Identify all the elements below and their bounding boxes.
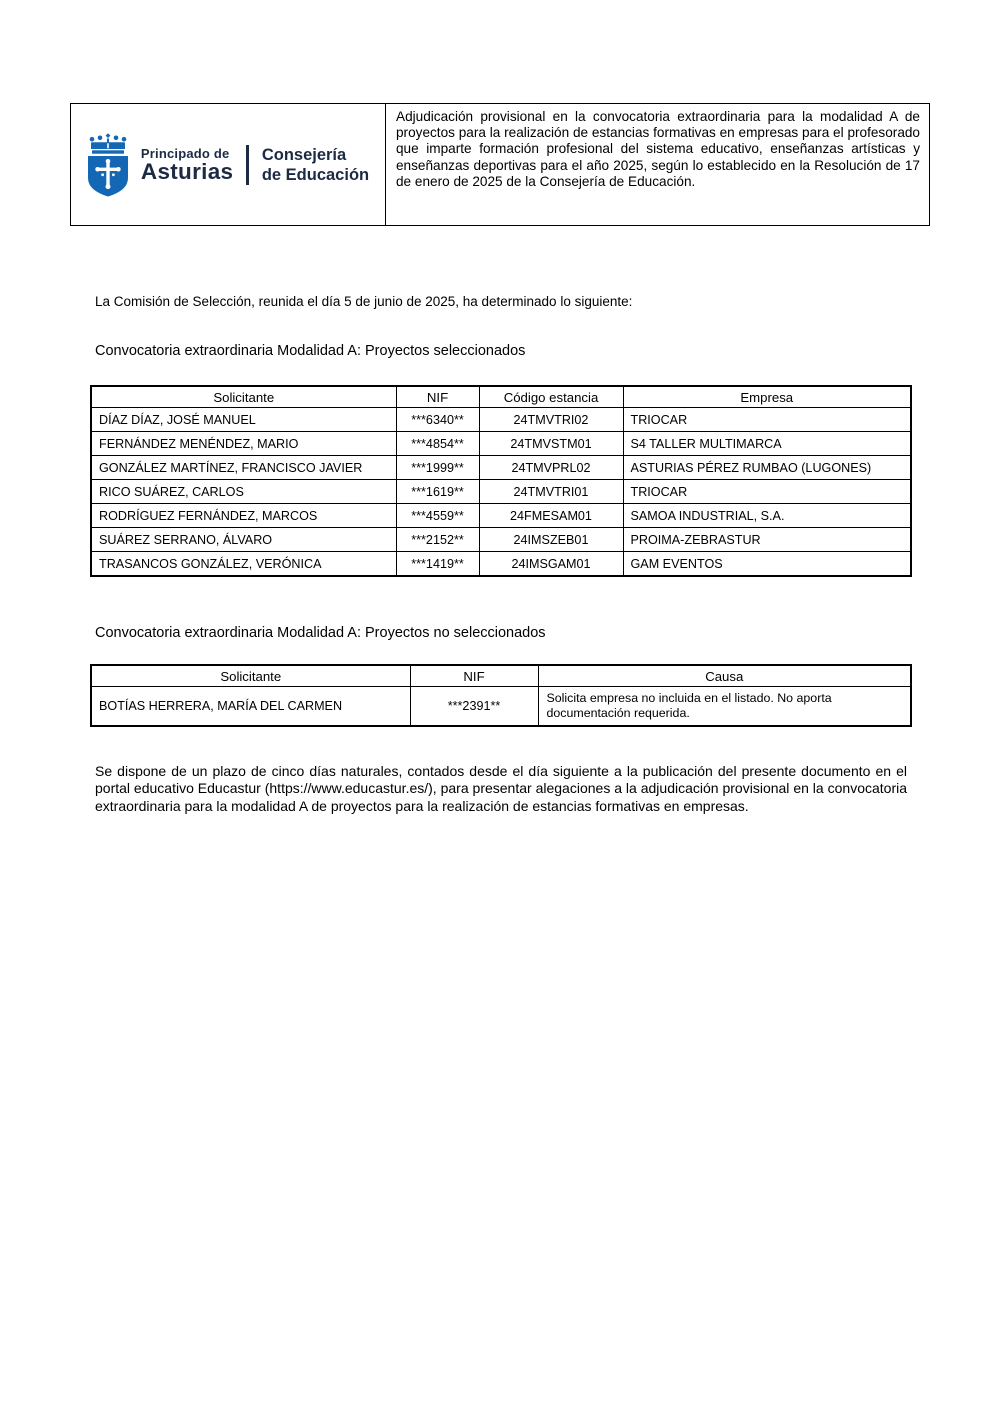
logo-cell: [71, 104, 385, 225]
table-cell: Solicita empresa no incluida en el listado. No aporta documentación requerida.: [538, 687, 911, 727]
table-cell: ***2391**: [410, 687, 538, 727]
table-cell: ***1619**: [396, 480, 479, 504]
column-header: Solicitante: [91, 386, 396, 408]
table-cell: BOTÍAS HERRERA, MARÍA DEL CARMEN: [91, 687, 410, 727]
table-cell: FERNÁNDEZ MENÉNDEZ, MARIO: [91, 432, 396, 456]
table-cell: 24FMESAM01: [479, 504, 623, 528]
table-cell: TRIOCAR: [623, 480, 911, 504]
intro-paragraph: La Comisión de Selección, reunida el día 5 de junio de 2025, ha determinado lo siguiente:: [95, 294, 633, 309]
selected-projects-table: [90, 385, 912, 577]
table-cell: DÍAZ DÍAZ, JOSÉ MANUEL: [91, 408, 396, 432]
column-header: NIF: [396, 386, 479, 408]
table-row: [91, 456, 911, 480]
table-cell: 24TMVTRI01: [479, 480, 623, 504]
table-row: [91, 687, 911, 727]
table-cell: ***1999**: [396, 456, 479, 480]
table-row: [91, 552, 911, 577]
table-cell: ***1419**: [396, 552, 479, 577]
table-row: [91, 480, 911, 504]
column-header: NIF: [410, 665, 538, 687]
table-cell: 24TMVPRL02: [479, 456, 623, 480]
logo-org-bottom: Asturias: [140, 158, 234, 184]
closing-paragraph: Se dispone de un plazo de cinco días naturales, contados desde el día siguiente a la publicación del presente documento en el portal educativo Educastur (https://www.educastur.es/), para presentar alegaciones a la adjudicación provisional en la convocatoria extraordinaria para la modalidad A de proyectos para la realización de estancias formativas en empresas.: [95, 763, 907, 814]
table-cell: GONZÁLEZ MARTÍNEZ, FRANCISCO JAVIER: [91, 456, 396, 480]
table-cell: S4 TALLER MULTIMARCA: [623, 432, 911, 456]
logo-separator: [246, 145, 249, 185]
table-cell: SAMOA INDUSTRIAL, S.A.: [623, 504, 911, 528]
table-cell: 24IMSZEB01: [479, 528, 623, 552]
table-header-row: [91, 665, 911, 687]
table-cell: ***4559**: [396, 504, 479, 528]
table-cell: 24TMVSTM01: [479, 432, 623, 456]
table-cell: 24TMVTRI02: [479, 408, 623, 432]
column-header: Solicitante: [91, 665, 410, 687]
table-cell: RODRÍGUEZ FERNÁNDEZ, MARCOS: [91, 504, 396, 528]
logo-org-name: [141, 147, 233, 183]
rejected-projects-table: [90, 664, 912, 727]
table-cell: PROIMA-ZEBRASTUR: [623, 528, 911, 552]
table-row: [91, 432, 911, 456]
table-cell: TRIOCAR: [623, 408, 911, 432]
table-row: [91, 504, 911, 528]
column-header: Empresa: [623, 386, 911, 408]
logo-org-top: Principado de: [140, 145, 230, 161]
logo-dept-line1: Consejería: [261, 145, 347, 164]
section-heading-not-selected: Convocatoria extraordinaria Modalidad A: Proyectos no seleccionados: [95, 625, 546, 641]
asturias-logo: [87, 133, 369, 197]
table-row: [91, 408, 911, 432]
table-cell: ASTURIAS PÉREZ RUMBAO (LUGONES): [623, 456, 911, 480]
asturias-shield-icon: [87, 133, 129, 197]
logo-dept-line2: de Educación: [261, 165, 370, 184]
table-header-row: [91, 386, 911, 408]
column-header: Código estancia: [479, 386, 623, 408]
table-cell: ***4854**: [396, 432, 479, 456]
table-cell: TRASANCOS GONZÁLEZ, VERÓNICA: [91, 552, 396, 577]
table-cell: GAM EVENTOS: [623, 552, 911, 577]
table-row: [91, 528, 911, 552]
header-box: [70, 103, 930, 226]
table-cell: SUÁREZ SERRANO, ÁLVARO: [91, 528, 396, 552]
table-cell: ***2152**: [396, 528, 479, 552]
section-heading-selected: Convocatoria extraordinaria Modalidad A: Proyectos seleccionados: [95, 343, 526, 359]
table-cell: 24IMSGAM01: [479, 552, 623, 577]
table-cell: ***6340**: [396, 408, 479, 432]
header-title: Adjudicación provisional en la convocatoria extraordinaria para la modalidad A de proyectos para la realización de estancias formativas en empresas para el profesorado que imparte formación profesional del sistema educativo, enseñanzas artísticas y enseñanzas deportivas para el año 2025, según lo establecido en la Resolución de 17 de enero de 2025 de la Consejería de Educación.: [385, 104, 929, 225]
logo-dept-name: [262, 145, 369, 185]
column-header: Causa: [538, 665, 911, 687]
table-cell: RICO SUÁREZ, CARLOS: [91, 480, 396, 504]
